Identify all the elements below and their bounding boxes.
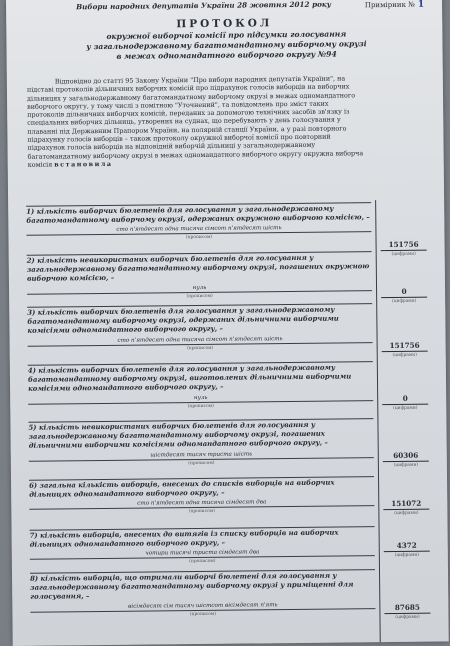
item-value-caption: (цифрами) (394, 510, 419, 516)
item-words: чотири тисячі триста сімдесят два (30, 549, 375, 561)
protocol-sheet (6, 0, 449, 646)
item-value: 151756 (382, 341, 428, 352)
protocol-item-4 (28, 363, 373, 410)
item-text: 6) загальна кількість виборців, внесених до списків виборців на виборчих дільницях одномандатного виборчого округу, – (29, 478, 335, 499)
item-value-caption: (цифрами) (393, 405, 418, 411)
preamble-established: встановила (54, 159, 113, 169)
election-header: Вибори народних депутатів України 28 жовтня 2012 року (76, 0, 332, 12)
item-words-caption: (прописом) (187, 345, 214, 351)
preamble-line: підрахунку голосів виборців – також протоколу окружної виборчої комісії про повторний (27, 132, 331, 144)
item-words-caption: (прописом) (188, 509, 215, 515)
item-value: 87685 (384, 603, 430, 614)
item-words: сто п'ятдесят одна тисяча сімсот п'ятдесят шість (28, 335, 373, 347)
protocol-item-8 (30, 571, 375, 618)
item-value: 60306 (383, 451, 429, 462)
preamble-line: виборчого округу, у тому числі з помітною "Уточнений", та повідомлень про зміст таких (27, 99, 329, 111)
item-3-value (382, 341, 428, 358)
item-text: 2) кількість невикористаних виборчих бюлетенів для голосування у загальнодержавному багатомандатному виборчому окрузі, погашених окружною виборчою комісією, – (26, 253, 370, 284)
item-4-value (382, 394, 428, 411)
preamble-line: протоколів дільничних виборчих комісій, переданих за допомогою технічних засобів зв'язку із (27, 107, 350, 119)
preamble-line: спеціальних виборчих дільниць, утворених на суднах, що перебувають у день голосування у (27, 115, 341, 128)
item-words: сто п'ятдесят одна тисяча сімсот п'ятдесят шість (26, 225, 371, 237)
item-words: шістдесят тисяч триста шість (29, 450, 374, 462)
protocol-item-1 (26, 204, 371, 242)
document-title: ПРОТОКОЛ (176, 17, 273, 31)
item-text: 8) кількість виборців, що отримали виборчі бюлетені для голосування у загальнодержавному багатомандатному виборчому окрузі у приміщенні для голосування, – (30, 571, 354, 602)
copy-label-text: Примірник № (364, 0, 415, 10)
item-text: 1) кількість виборчих бюлетенів для голосування у загальнодержавному багатомандатному виборчому окрузі, одержаних окружною виборчою комісією, – (26, 204, 370, 226)
item-2-value (381, 287, 427, 304)
protocol-item-3 (27, 305, 372, 352)
item-text: 5) кількість невикористаних виборчих бюлетенів для голосування у загальнодержавному багатомандатному виборчому окрузі, погашених дільничними виборчими комісіями одномандатного виборчого округу, – (28, 420, 328, 451)
item-words: сто п'ятдесят одна тисяча сімдесят два (29, 499, 374, 511)
item-value: 151756 (381, 240, 427, 251)
preamble-line: підрахунок голосів виборців на відповідній виборчій дільниці у загальнодержавному (27, 141, 316, 153)
item-text: 4) кількість виборчих бюлетенів для голосування у загальнодержавному багатомандатному виборчому окрузі, виготовлених дільничними виборчими комісіями одномандатного виборчого округу, – (27, 363, 352, 394)
item-words: нуль (28, 393, 373, 405)
copy-number-label (365, 0, 424, 10)
preamble-line: підставі протоколів дільничних виборчих комісій про підрахунок голосів виборців на виборчих (26, 82, 350, 95)
item-words-caption: (прописом) (187, 403, 214, 409)
item-words-caption: (прописом) (189, 559, 216, 565)
item-value-caption: (цифрами) (394, 552, 420, 558)
item-value: 151072 (383, 499, 429, 510)
item-value: 4372 (384, 541, 430, 552)
preamble-line: Відповідно до статті 95 Закону України "Про вибори народних депутатів України", на (54, 74, 346, 86)
item-words-caption: (прописом) (188, 460, 215, 466)
preamble-line: дільницях у загальнодержавному багатомандатному виборчому окрузі в межах одномандатного (26, 90, 356, 103)
subtitle-line: в межах одномандатного виборчого округу №94 (116, 49, 337, 61)
item-words-caption: (прописом) (186, 293, 213, 299)
item-words-caption: (прописом) (189, 611, 217, 617)
item-1-value (381, 240, 427, 257)
item-value-caption: (цифрами) (391, 298, 417, 304)
protocol-item-5 (28, 420, 373, 467)
item-7-value (384, 541, 430, 558)
item-text: 3) кількість виборчих бюлетенів для голосування у загальнодержавному багатомандатному виборчому окрузі, одержаних дільничними виборчими комісіями одномандатного виборчого округу, – (27, 305, 339, 336)
preamble-line: плаванні під Державним Прапором України, на полярній станції України, а у разі повторного (27, 124, 347, 136)
preamble-tail: комісія (27, 160, 53, 169)
item-words: вісімдесят сім тисяч шістсот вісімдесят п'ять (30, 601, 375, 613)
preamble-line: багатомандатному виборчому окрузі в межах одномандатного виборчого округу окружна виборча (27, 148, 364, 161)
item-value: 0 (382, 394, 428, 405)
value-column-divider (375, 200, 381, 642)
subtitle-line: окружної виборчої комісії про підсумки голосування (106, 29, 347, 41)
item-value-caption: (цифрами) (392, 352, 417, 358)
item-words: нуль (27, 283, 372, 295)
item-value-caption: (цифрами) (395, 614, 420, 620)
preamble-paragraph (27, 74, 424, 169)
protocol-item-2 (27, 253, 372, 300)
item-value-caption: (цифрами) (391, 251, 416, 257)
protocol-item-6 (29, 478, 374, 516)
item-value-caption: (цифрами) (393, 462, 419, 468)
item-8-value (384, 603, 430, 620)
item-text: 7) кількість виборців, внесених до витягів із списку виборців на виборчих дільницях одномандатного виборчого округу, – (29, 528, 339, 549)
item-words-caption: (прописом) (185, 235, 213, 241)
item-6-value (383, 499, 429, 516)
copy-number: 1 (417, 0, 425, 10)
document-subtitle (46, 29, 406, 63)
subtitle-line: у загальнодержавному багатомандатному виборчому окрузі (86, 39, 367, 52)
item-5-value (383, 451, 429, 468)
item-value: 0 (381, 287, 427, 298)
protocol-item-7 (30, 528, 375, 566)
